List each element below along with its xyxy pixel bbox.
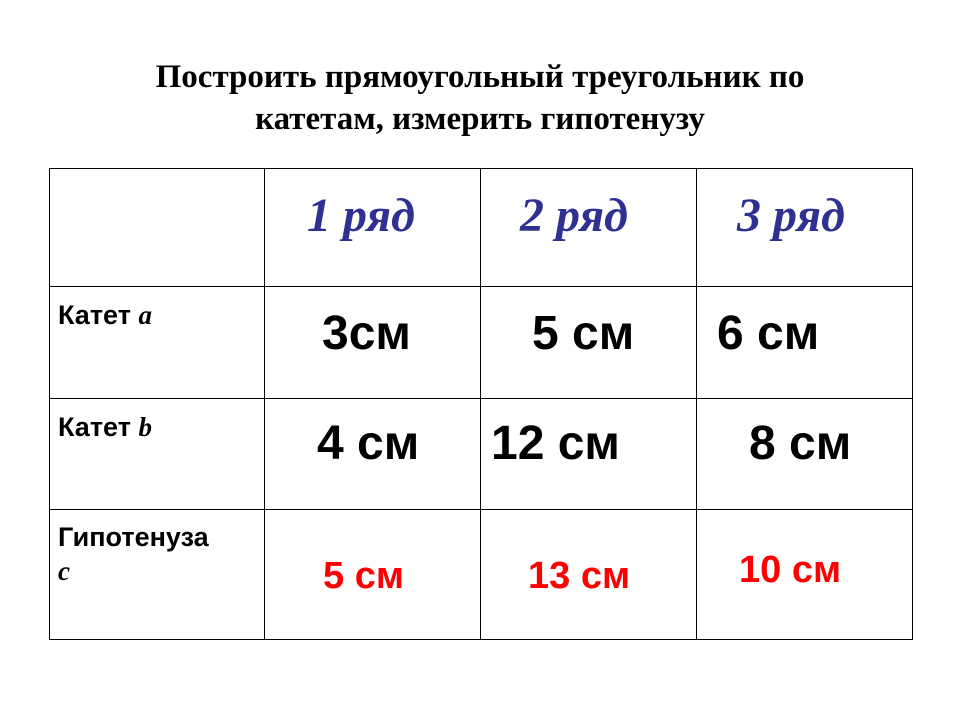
table-border-top (49, 168, 913, 169)
result-cell: 10 см (739, 549, 842, 591)
row-variable: a (138, 300, 152, 330)
row-variable: c (58, 556, 70, 586)
column-header-row-3: 3 ряд (737, 189, 845, 242)
row-label-text: Гипотенуза (58, 522, 209, 552)
table-col-divider (264, 168, 265, 640)
table-col-divider (480, 168, 481, 640)
column-header-row-1: 1 ряд (307, 189, 415, 242)
title-line-1: Построить прямоугольный треугольник по (155, 59, 805, 95)
table-border-left (49, 168, 50, 640)
table-cell: 3см (322, 307, 411, 360)
row-label-leg-b (58, 410, 152, 444)
table-border-right (912, 168, 913, 640)
row-label-text: Катет (58, 412, 131, 442)
table-row-divider (49, 398, 913, 399)
table-col-divider (696, 168, 697, 640)
table-cell: 5 см (532, 307, 635, 360)
table-cell: 4 см (317, 417, 420, 470)
row-label-text: Катет (58, 300, 131, 330)
table-cell: 8 см (749, 417, 852, 470)
title-line-2: катетам, измерить гипотенузу (255, 101, 705, 137)
table-row-divider (49, 509, 913, 510)
page-title (0, 56, 960, 140)
table-row-divider (49, 286, 913, 287)
row-variable: b (138, 412, 152, 442)
row-label-leg-a (58, 298, 152, 332)
result-cell: 5 см (323, 555, 404, 597)
triangle-table (49, 168, 913, 640)
table-cell: 6 см (717, 307, 820, 360)
table-border-bottom (49, 639, 913, 640)
table-cell: 12 см (491, 417, 620, 470)
result-cell: 13 см (528, 555, 631, 597)
column-header-row-2: 2 ряд (520, 189, 628, 242)
row-label-hypotenuse (58, 520, 209, 588)
